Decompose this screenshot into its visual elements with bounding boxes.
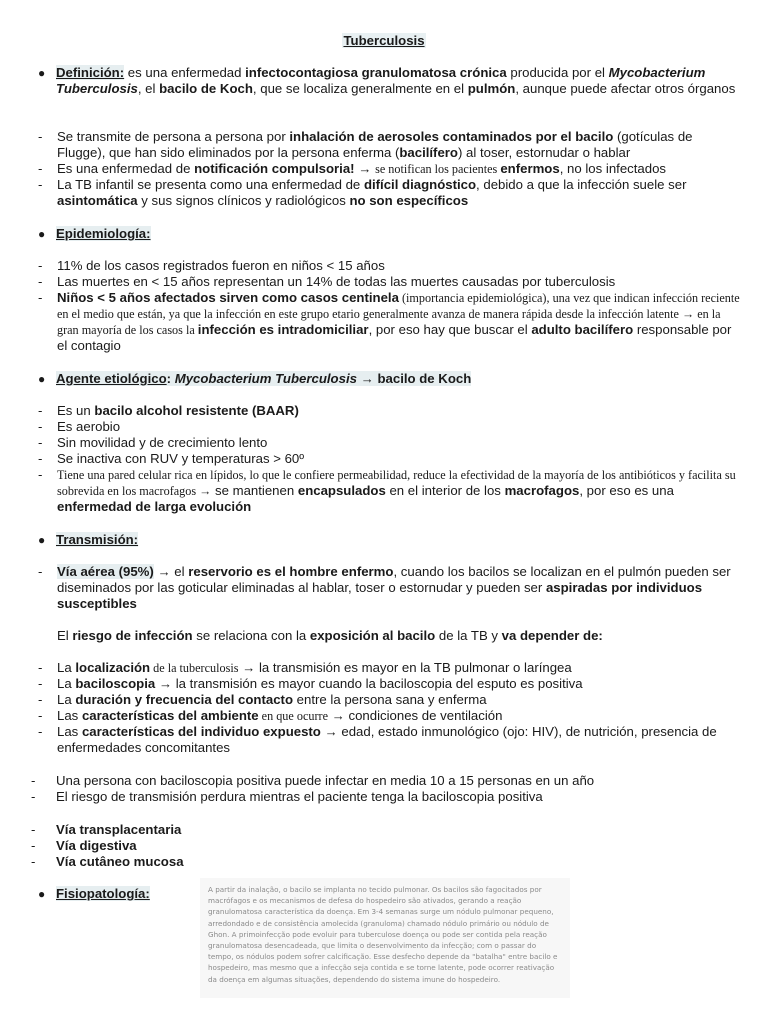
list-item: - Niños < 5 años afectados sirven como casos centinela (importancia epidemiológica), una vez que indican infección reciente en el medio que están, ya que la infección en este grupo etario generalmente avanza de manera rápida desde la infección latente → en la gran mayoría de los casos la infección es intradomiciliar, por eso hay que buscar el adulto bacilífero responsable por el contagio xyxy=(38,290,743,354)
vias-list xyxy=(31,822,736,870)
otros-list xyxy=(31,773,736,805)
riesgo-list xyxy=(38,660,743,756)
section-heading: Transmisión: xyxy=(56,532,139,547)
section-epidemiologia xyxy=(38,226,738,242)
list-item: - Las características del ambiente en que ocurre → condiciones de ventilación xyxy=(38,708,743,724)
list-item: - La TB infantil se presenta como una enfermedad de difícil diagnóstico, debido a que la infección suele ser asintomática y sus signos clínicos y radiológicos no son específicos xyxy=(38,177,743,209)
section-heading: Definición: xyxy=(56,65,125,80)
list-item: - Se inactiva con RUV y temperaturas > 60º xyxy=(38,451,743,467)
section-transmision xyxy=(38,532,738,548)
transmision-list xyxy=(38,564,743,612)
list-item: - Vía digestiva xyxy=(31,838,736,854)
list-item: - Es una enfermedad de notificación compulsoria! → se notifican los pacientes enfermos, no los infectados xyxy=(38,161,743,177)
fisiopatologia-image-text: A partir da inalação, o bacilo se implanta no tecido pulmonar. Os bacilos são fagocitados por macrófagos e os mecanismos de defesa do hospedeiro são ativados, gerando a reação granulomatosa característica da doença. Em 3-4 semanas surge um nódulo pulmonar pequeno, arredondado e de consistência amolecida (granuloma) chamado nódulo primário ou nódulo de Ghon. A primoinfecção pode evoluir para tuberculose doença ou pode ser contida pela reação granulomatosa desencadeada, que limita o desenvolvimento da infecção; com o passar do tempo, os nódulos podem sofrer calcificação. Esse desfecho depende da "batalha" entre bacilo e hospedeiro, mas mesmo que a infecção seja contida e se torne latente, pode ocorrer reativação da doença em algumas situações, dependendo do sistema imune do hospedeiro. xyxy=(200,878,570,998)
section-heading: Agente etiológico xyxy=(56,371,167,386)
bullet-icon: ● xyxy=(38,887,46,901)
section-heading: Fisiopatología: xyxy=(56,886,150,901)
section-definicion: ● Definición: es una enfermedad infectocontagiosa granulomatosa crónica producida por el Mycobacterium Tuberculosis, el bacilo de Koch, que se localiza generalmente en el pulmón, aunque puede afectar otros órganos xyxy=(38,65,736,96)
list-item: - Las muertes en < 15 años representan un 14% de todas las muertes causadas por tuberculosis xyxy=(38,274,743,290)
section-fisiopatologia xyxy=(38,886,198,902)
list-item: - Es un bacilo alcohol resistente (BAAR) xyxy=(38,403,743,419)
bullet-icon: ● xyxy=(38,66,46,80)
epidemiologia-list xyxy=(38,258,743,354)
section-agente-etiologico: ● Agente etiológico: Mycobacterium Tuberculosis → bacilo de Koch xyxy=(38,371,472,386)
bullet-icon: ● xyxy=(38,227,46,241)
page-title: Tuberculosis xyxy=(343,33,425,48)
definicion-list xyxy=(38,129,743,209)
list-item: - Vía aérea (95%) → el reservorio es el hombre enfermo, cuando los bacilos se localizan en el pulmón pueden ser diseminados por las goticular eliminadas al hablar, toser o estornudar y pueden ser aspiradas por individuos susceptibles xyxy=(38,564,743,612)
list-item: - Tiene una pared celular rica en lípidos, lo que le confiere permeabilidad, reduce la efectividad de la mayoría de los antibióticos y facilita su sobrevida en los macrofagos → se mantienen encapsulados en el interior de los macrofagos, por eso es una enfermedad de larga evolución xyxy=(38,467,743,515)
list-item: - Es aerobio xyxy=(38,419,743,435)
list-item: - 11% de los casos registrados fueron en niños < 15 años xyxy=(38,258,743,274)
list-item: - Una persona con baciloscopia positiva puede infectar en media 10 a 15 personas en un año xyxy=(31,773,736,789)
list-item: - Sin movilidad y de crecimiento lento xyxy=(38,435,743,451)
agente-list xyxy=(38,403,743,515)
list-item: - La baciloscopia → la transmisión es mayor cuando la baciloscopia del esputo es positiva xyxy=(38,676,743,692)
list-item: - La localización de la tuberculosis → la transmisión es mayor en la TB pulmonar o laríngea xyxy=(38,660,743,676)
list-item: - La duración y frecuencia del contacto entre la persona sana y enferma xyxy=(38,692,743,708)
bullet-icon: ● xyxy=(38,533,46,547)
list-item: - Vía transplacentaria xyxy=(31,822,736,838)
section-heading: Epidemiología: xyxy=(56,226,151,241)
list-item: - Las características del individuo expuesto → edad, estado inmunológico (ojo: HIV), de nutrición, presencia de enfermedades concomitantes xyxy=(38,724,743,756)
riesgo-paragraph: El riesgo de infección se relaciona con la exposición al bacilo de la TB y va depender de: xyxy=(57,628,603,643)
list-item: - Vía cutâneo mucosa xyxy=(31,854,736,870)
list-item: - El riesgo de transmisión perdura mientras el paciente tenga la baciloscopia positiva xyxy=(31,789,736,805)
bullet-icon: ● xyxy=(38,372,46,386)
list-item: - Se transmite de persona a persona por inhalación de aerosoles contaminados por el bacilo (gotículas de Flugge), que han sido eliminados por la persona enferma (bacilífero) al toser, estornudar o hablar xyxy=(38,129,743,161)
